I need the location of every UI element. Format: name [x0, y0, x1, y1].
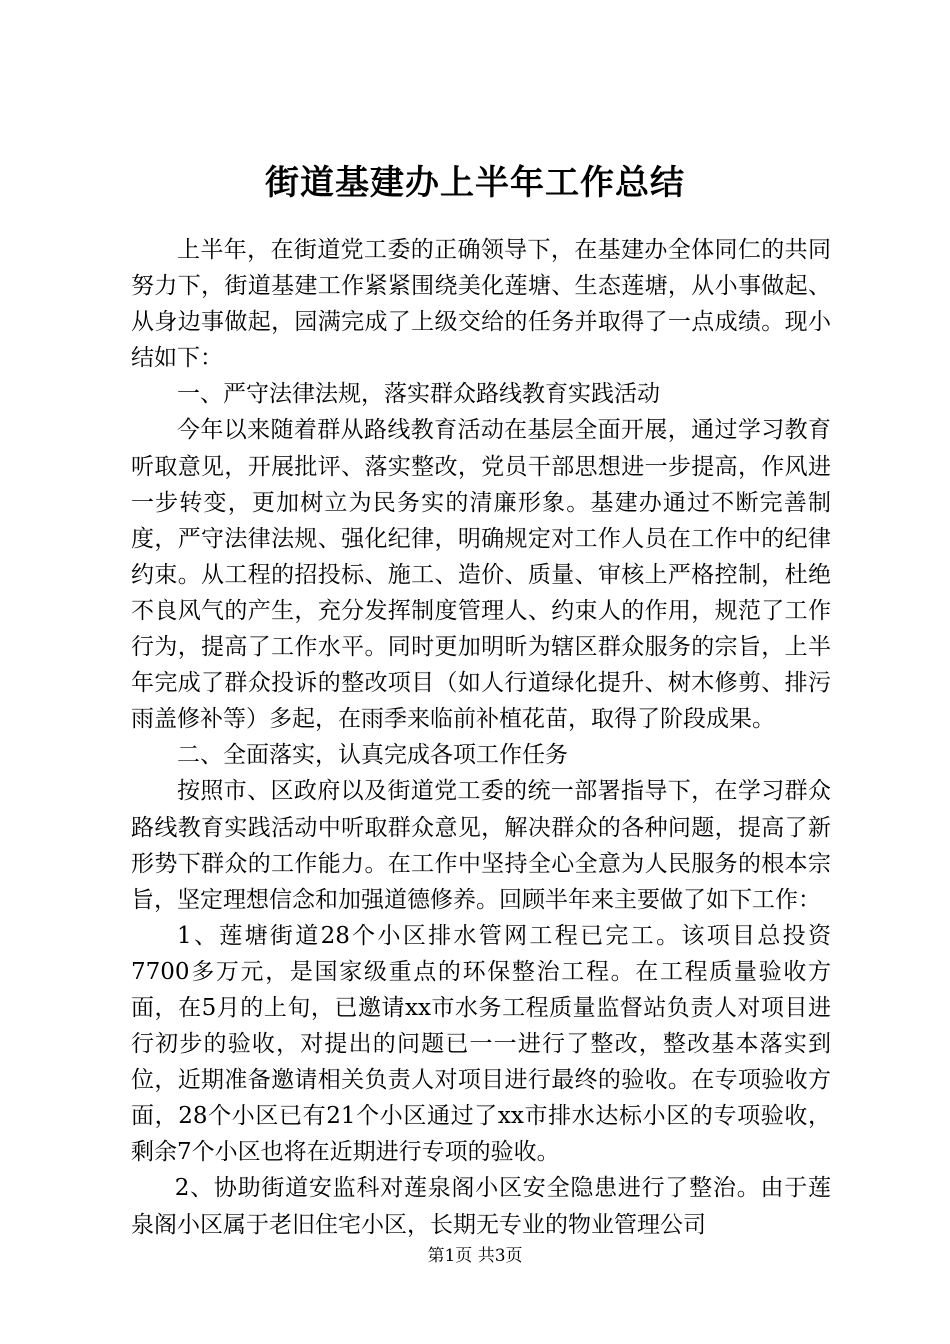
- paragraph-section-1: 今年以来随着群从路线教育活动在基层全面开展，通过学习教育听取意见，开展批评、落实整改，党员干部思想进一步提高，作风进一步转变，更加树立为民务实的清廉形象。基建办通过不断完善制度，严守法律法规、强化纪律，明确规定对工作人员在工作中的纪律约束。从工程的招投标、施工、造价、质量、审核上严格控制，杜绝不良风气的产生，充分发挥制度管理人、约束人的作用，规范了工作行为，提高了工作水平。同时更加明昕为辖区群众服务的宗旨，上半年完成了群众投诉的整改项目（如人行道绿化提升、树木修剪、排污雨盖修补等）多起，在雨季来临前补植花苗，取得了阶段成果。: [131, 417, 831, 733]
- section-heading-1: 一、严守法律法规，落实群众路线教育实践活动: [177, 381, 660, 408]
- page-footer: 第1页 共3页: [427, 1246, 523, 1266]
- section-heading-2: 二、全面落实，认真完成各项工作任务: [177, 742, 568, 769]
- document-title: 街道基建办上半年工作总结: [265, 163, 685, 203]
- paragraph-section-2: 按照市、区政府以及街道党工委的统一部署指导下，在学习群众路线教育实践活动中听取群众意见，解决群众的各种问题，提高了新形势下群众的工作能力。在工作中坚持全心全意为人民服务的根本宗旨，坚定理想信念和加强道德修养。回顾半年来主要做了如下工作：: [131, 778, 831, 913]
- document-body: [131, 232, 831, 1243]
- paragraph-intro: 上半年，在街道党工委的正确领导下，在基建办全体同仁的共同努力下，街道基建工作紧紧围绕美化莲塘、生态莲塘，从小事做起、从身边事做起，园满完成了上级交给的任务并取得了一点成绩。现小结如下：: [131, 237, 831, 372]
- paragraph-item-2: 2、协助街道安监科对莲泉阁小区安全隐患进行了整治。由于莲泉阁小区属于老旧住宅小区，长期无专业的物业管理公司: [131, 1175, 831, 1238]
- paragraph-item-1: 1、莲塘街道28个小区排水管网工程已完工。该项目总投资7700多万元，是国家级重点的环保整治工程。在工程质量验收方面，在5月的上旬，已邀请xx市水务工程质量监督站负责人对项目进行初步的验收，对提出的问题已一一进行了整改，整改基本落实到位，近期准备邀请相关负责人对项目进行最终的验收。在专项验收方面，28个小区已有21个小区通过了xx市排水达标小区的专项验收，剩余7个小区也将在近期进行专项的验收。: [131, 922, 831, 1166]
